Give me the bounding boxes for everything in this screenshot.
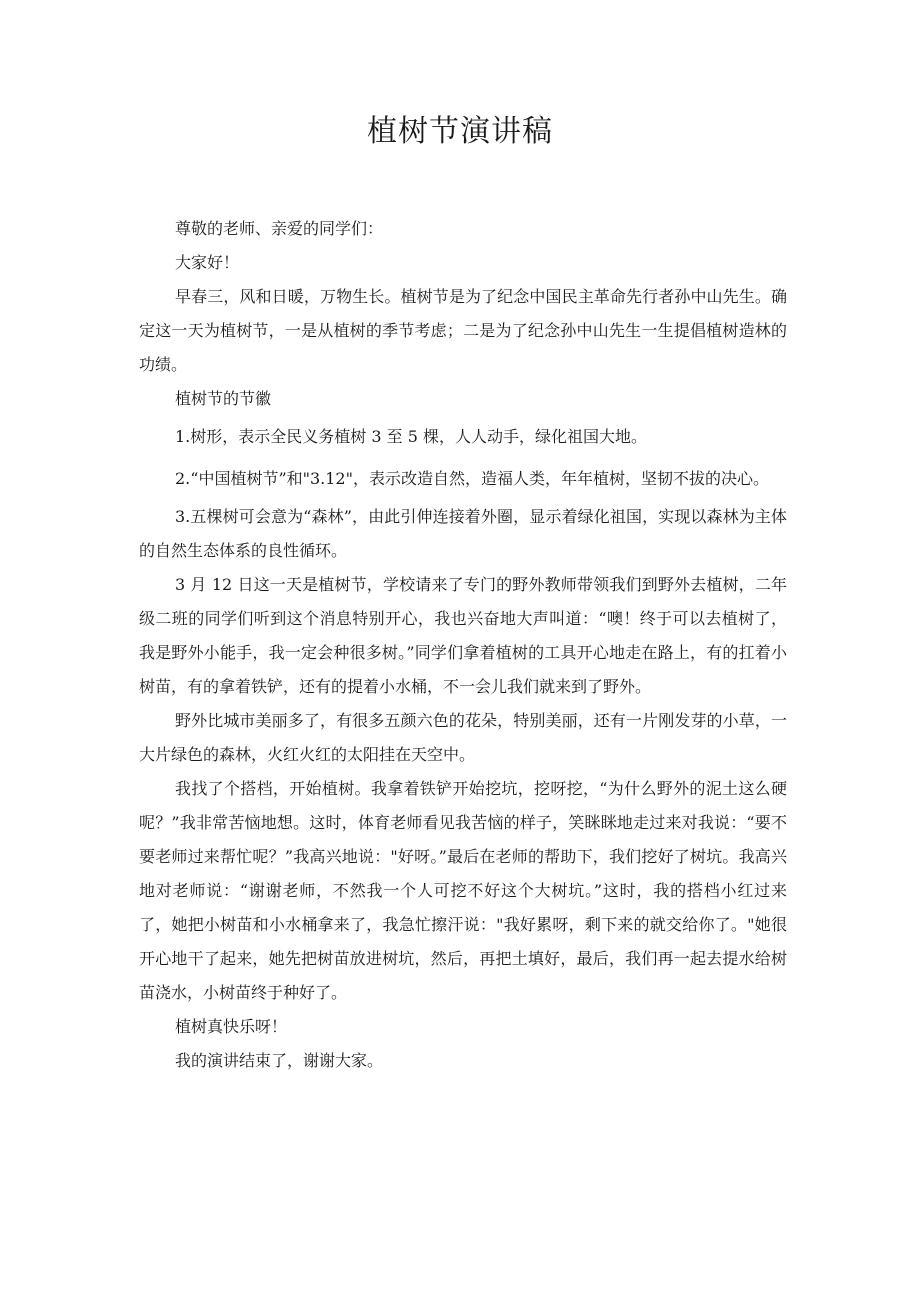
paragraph-emblem-point-2: 2.“中国植树节”和"3.12"，表示改造自然，造福人类，年年植树，坚韧不拔的决心。 [175,469,769,488]
paragraph-planting: 我找了个搭档，开始植树。我拿着铁铲开始挖坑，挖呀挖，“为什么野外的泥土这么硬呢？”我非常苦恼地想。这时，体育老师看见我苦恼的样子，笑眯眯地走过来对我说：“要不要老师过来帮忙呢？”我高兴地说："好呀。”最后在老师的帮助下，我们挖好了树坑。我高兴地对老师说：“谢谢老师，不然我一个人可挖不好这个大树坑。”这时，我的搭档小红过来了，她把小树苗和小水桶拿来了，我急忙擦汗说："我好累呀，剩下来的就交给你了。"她很开心地干了起来，她先把树苗放进树坑，然后，再把土填好，最后，我们再一起去提水给树苗浇水，小树苗终于种好了。 [139,779,787,1002]
paragraph-intro: 早春三，风和日暖，万物生长。植树节是为了纪念中国民主革命先行者孙中山先生。确定这一天为植树节，一是从植树的季节考虑；二是为了纪念孙中山先生一生提倡植树造林的功绩。 [139,287,787,374]
paragraph-emblem-point-1: 1.树形，表示全民义务植树 3 至 5 棵，人人动手，绿化祖国大地。 [175,427,647,446]
paragraph-emblem-point-3: 3.五棵树可会意为“森林”，由此引伸连接着外圈，显示着绿化祖国，实现以森林为主体的自然生态体系的良性循环。 [139,507,787,560]
document-body [139,212,787,1078]
paragraph-emblem-heading: 植树节的节徽 [175,389,272,408]
paragraph-greeting: 大家好！ [175,253,240,272]
paragraph-salutation: 尊敬的老师、亲爱的同学们： [175,219,384,238]
paragraph-closing: 我的演讲结束了，谢谢大家。 [175,1051,384,1070]
document-title: 植树节演讲稿 [367,114,553,149]
paragraph-scenery: 野外比城市美丽多了，有很多五颜六色的花朵，特别美丽，还有一片刚发芽的小草，一大片绿色的森林，火红火红的太阳挂在天空中。 [139,711,787,764]
paragraph-exclamation: 植树真快乐呀！ [175,1017,288,1036]
paragraph-story-start: 3 月 12 日这一天是植树节，学校请来了专门的野外教师带领我们到野外去植树，二年级二班的同学们听到这个消息特别开心，我也兴奋地大声叫道：“噢！终于可以去植树了，我是野外小能手，我一定会种很多树。”同学们拿着植树的工具开心地走在路上，有的扛着小树苗，有的拿着铁铲，还有的提着小水桶，不一会儿我们就来到了野外。 [139,575,787,696]
